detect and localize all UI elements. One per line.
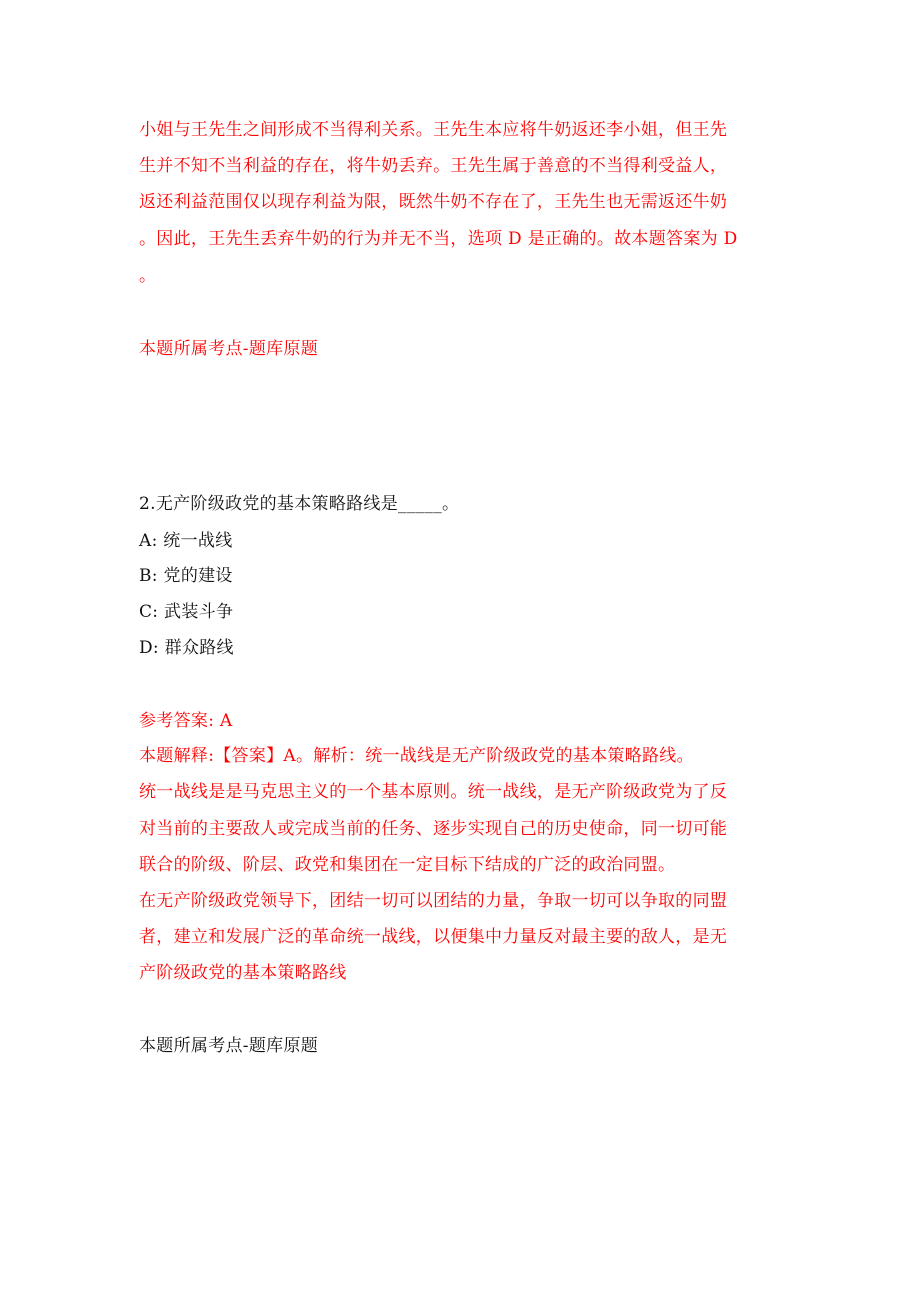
explanation-line: 在无产阶级政党领导下，团结一切可以团结的力量，争取一切可以争取的同盟 [139, 891, 728, 911]
prev-answer-line: 。 [139, 266, 157, 286]
explanation-line: 产阶级政党的基本策略路线 [139, 963, 347, 983]
source-note: 本题所属考点-题库原题 [139, 1036, 319, 1056]
prev-answer-line: 。因此，王先生丢弃牛奶的行为并无不当，选项 D 是正确的。故本题答案为 D [139, 229, 738, 249]
explanation-line: 联合的阶级、阶层、政党和集团在一定目标下结成的广泛的政治同盟。 [139, 855, 676, 875]
option-b: B: 党的建设 [139, 566, 233, 586]
explanation-line: 者，建立和发展广泛的革命统一战线，以便集中力量反对最主要的敌人，是无 [139, 927, 728, 947]
prev-answer-line: 返还利益范围仅以现存利益为限，既然牛奶不存在了，王先生也无需返还牛奶 [139, 192, 728, 212]
option-a: A: 统一战线 [139, 531, 233, 551]
prev-source-note: 本题所属考点-题库原题 [139, 339, 319, 359]
option-d: D: 群众路线 [139, 638, 234, 658]
prev-answer-line: 小姐与王先生之间形成不当得利关系。王先生本应将牛奶返还李小姐，但王先 [139, 120, 728, 140]
reference-answer: 参考答案: A [139, 711, 233, 731]
prev-answer-line: 生并不知不当利益的存在，将牛奶丢弃。王先生属于善意的不当得利受益人， [139, 156, 728, 176]
explanation-line: 统一战线是是马克思主义的一个基本原则。统一战线，是无产阶级政党为了反 [139, 782, 728, 802]
question-stem: 2.无产阶级政党的基本策略路线是_____。 [139, 494, 460, 514]
option-c: C: 武装斗争 [139, 602, 234, 622]
explanation-line: 本题解释:【答案】A。解析：统一战线是无产阶级政党的基本策略路线。 [139, 746, 694, 766]
explanation-line: 对当前的主要敌人或完成当前的任务、逐步实现自己的历史使命，同一切可能 [139, 819, 728, 839]
